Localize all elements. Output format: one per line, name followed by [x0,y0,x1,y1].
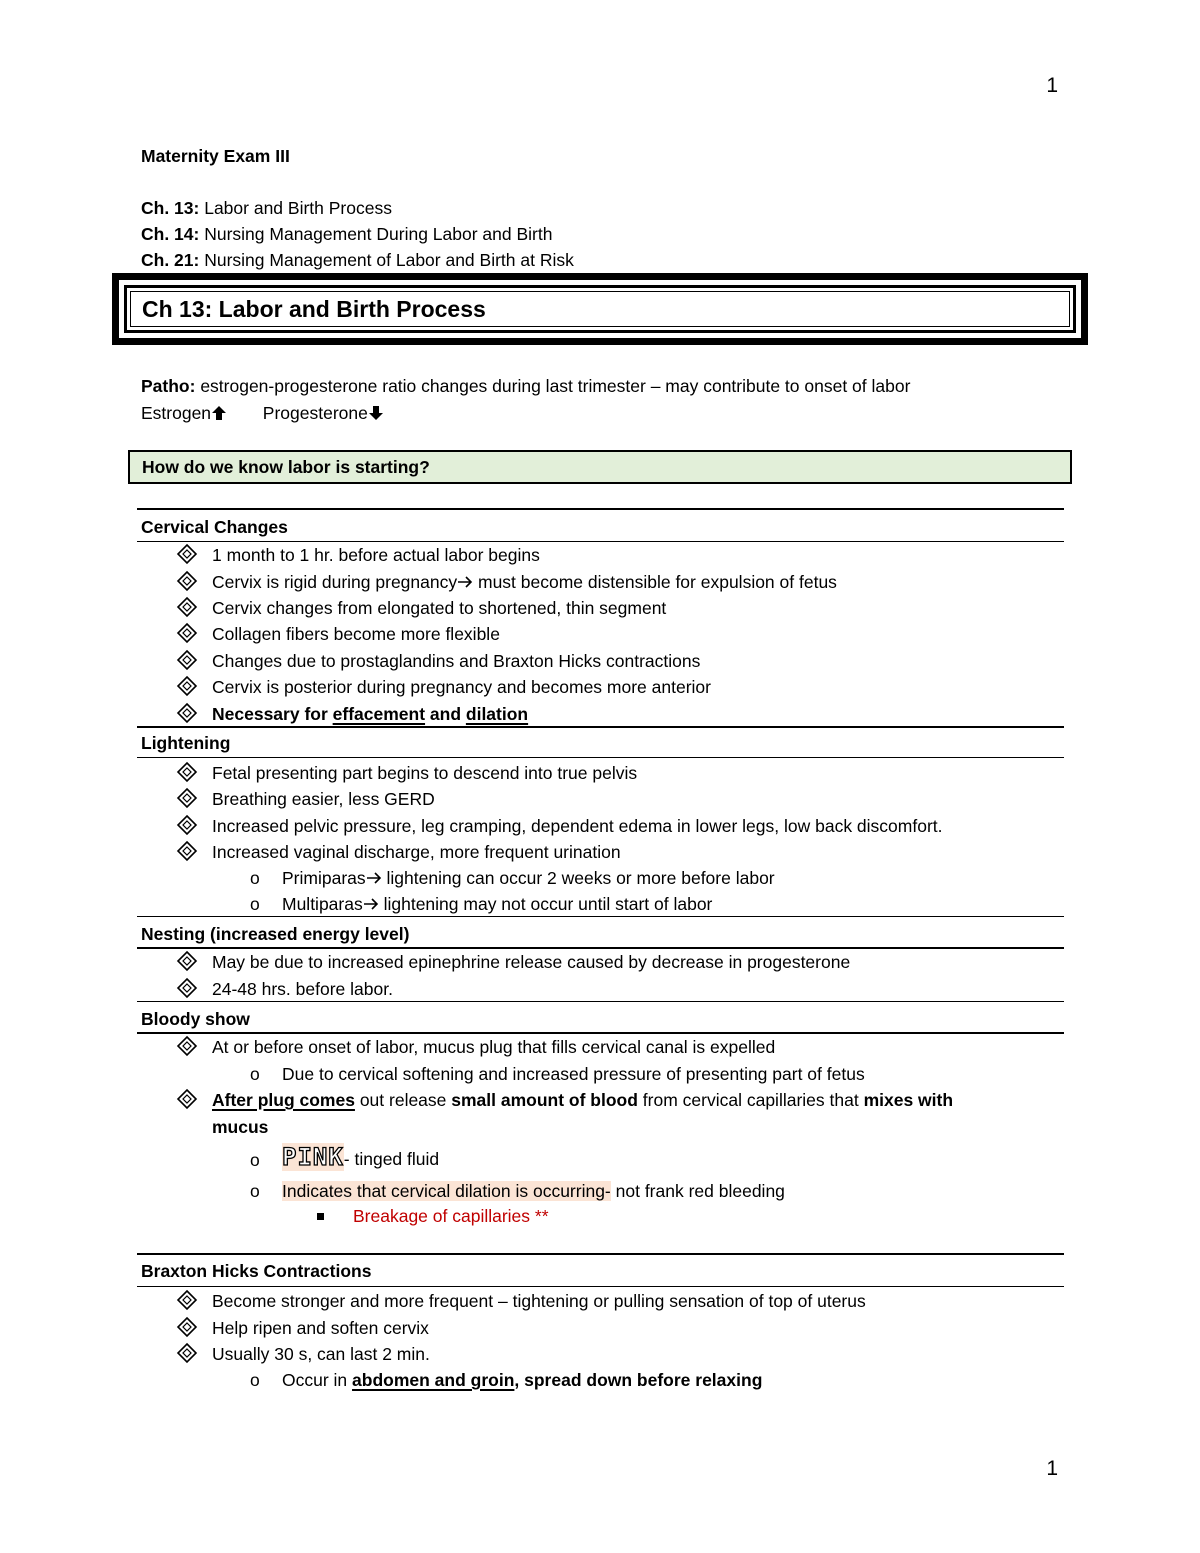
section-header-box [112,273,1088,345]
bullet-part: and [425,704,466,724]
section-header-title: Ch 13: Labor and Birth Process [142,296,486,322]
arrow-down-icon [368,405,384,421]
sub-bullet-text [282,892,712,916]
chapter-text: Nursing Management of Labor and Birth at Risk [199,250,574,270]
rule [137,508,1064,510]
bullet-text: Usually 30 s, can last 2 min. [212,1344,430,1364]
page-number-top: 1 [1046,74,1058,97]
diamond-bullet-icon [176,787,198,809]
bullet-text: May be due to increased epinephrine release caused by decrease in progesterone [212,952,851,972]
diamond-bullet-icon [176,543,198,565]
bullet-part: Cervix is rigid during pregnancy [212,572,458,592]
bullet-text: Increased vaginal discharge, more frequent urination [212,842,621,862]
chapter-label: Ch. 21: [141,250,200,270]
bullet-text: Breathing easier, less GERD [212,789,435,809]
bullet-text: 24-48 hrs. before labor. [212,979,393,999]
bullet-text: Increased pelvic pressure, leg cramping, dependent edema in lower legs, low back discomfort. [212,816,943,836]
bullet-text: At or before onset of labor, mucus plug that fills cervical canal is expelled [212,1037,776,1057]
sub-bullet-icon: o [250,894,260,914]
bullet-part: out release [354,1090,452,1110]
chapter-label: Ch. 13: [141,198,200,218]
sub-bullet-text [282,866,775,890]
sub-bullet-text [282,1140,439,1176]
sub-bullet-icon: o [250,1150,260,1170]
chapter-label: Ch. 14: [141,224,200,244]
bullet-part: small amount of blood [451,1090,638,1110]
tertiary-bullet-text: Breakage of capillaries ** [353,1206,549,1226]
bullet-text-continued: mucus [212,1117,269,1137]
bullet-part: mixes with [863,1090,954,1110]
rule [137,947,1064,949]
heading-nesting: Nesting (increased energy level) [141,924,410,944]
diamond-bullet-icon [176,840,198,862]
sub-bullet-text [282,1368,762,1392]
rule [137,541,1064,542]
rule [137,916,1064,917]
bullet-text: Collagen fibers become more flexible [212,624,500,644]
bullet-text: Cervix changes from elongated to shortened, thin segment [212,598,667,618]
diamond-bullet-icon [176,814,198,836]
right-arrow-icon [457,575,473,589]
arrow-up-icon [211,405,227,421]
sub-bullet-icon: o [250,1370,260,1390]
bullet-text: Help ripen and soften cervix [212,1318,429,1338]
sub-bullet-icon: o [250,868,260,888]
right-arrow-icon [366,871,382,885]
bullet-part: dilation [465,704,529,724]
bullet-part: abdomen and groin [352,1370,515,1390]
rule [137,726,1064,728]
heading-braxton-hicks: Braxton Hicks Contractions [141,1261,372,1281]
bullet-part: After plug comes [212,1090,355,1110]
question-text: How do we know labor is starting? [142,457,430,477]
diamond-bullet-icon [176,596,198,618]
sub-bullet-text: Due to cervical softening and increased pressure of presenting part of fetus [282,1064,865,1084]
question-box [128,450,1072,484]
bullet-part: Necessary for [212,704,333,724]
patho-label: Patho: [141,376,196,396]
document-title: Maternity Exam III [141,146,290,166]
sub-bullet-text [282,1176,785,1206]
sub-bullet-icon: o [250,1181,260,1201]
heading-bloody-show: Bloody show [141,1009,250,1029]
estrogen-label: Estrogen [141,403,212,423]
bullet-part: not frank red bleeding [610,1181,785,1201]
bullet-part: effacement [332,704,426,724]
rule [137,1286,1064,1287]
pink-word: PINK [282,1143,344,1171]
bullet-text [212,1088,953,1112]
diamond-bullet-icon [176,1289,198,1311]
chapter-line-21 [141,248,574,272]
rule [137,1001,1064,1002]
chapter-text: Nursing Management During Labor and Birth [199,224,553,244]
bullet-text: Changes due to prostaglandins and Braxton Hicks contractions [212,651,701,671]
diamond-bullet-icon [176,1088,198,1110]
sub-bullet-icon: o [250,1064,260,1084]
bullet-text: Become stronger and more frequent – tightening or pulling sensation of top of uterus [212,1291,866,1311]
bullet-text: 1 month to 1 hr. before actual labor begins [212,545,540,565]
rule [137,1253,1064,1255]
bullet-part: must become distensible for expulsion of fetus [473,572,837,592]
diamond-bullet-icon [176,622,198,644]
patho-text: estrogen-progesterone ratio changes during last trimester – may contribute to onset of labor [195,376,911,396]
bullet-text [212,702,528,726]
chapter-line-13 [141,196,392,220]
bullet-part: , spread down before relaxing [514,1370,763,1390]
diamond-bullet-icon [176,675,198,697]
bullet-text: Fetal presenting part begins to descend into true pelvis [212,763,638,783]
bullet-text [212,570,837,594]
bullet-text: Cervix is posterior during pregnancy and becomes more anterior [212,677,711,697]
rule [137,1032,1064,1034]
chapter-line-14 [141,222,552,246]
heading-cervical-changes: Cervical Changes [141,517,288,537]
diamond-bullet-icon [176,761,198,783]
highlighted-text: Indicates that cervical dilation is occurring- [282,1181,611,1201]
bullet-part: lightening may not occur until start of labor [378,894,713,914]
bullet-part: Primiparas [282,868,366,888]
heading-lightening: Lightening [141,733,231,753]
diamond-bullet-icon [176,1316,198,1338]
diamond-bullet-icon [176,570,198,592]
diamond-bullet-icon [176,649,198,671]
square-bullet-icon [317,1213,324,1220]
right-arrow-icon [363,897,379,911]
bullet-part: - tinged fluid [343,1149,440,1169]
diamond-bullet-icon [176,1342,198,1364]
bullet-part: Multiparas [282,894,363,914]
diamond-bullet-icon [176,702,198,724]
patho-line [141,374,910,398]
page-number-bottom: 1 [1046,1457,1058,1480]
bullet-part: from cervical capillaries that [637,1090,864,1110]
diamond-bullet-icon [176,1035,198,1057]
diamond-bullet-icon [176,950,198,972]
progesterone-label: Progesterone [262,403,368,423]
diamond-bullet-icon [176,977,198,999]
hormone-line [141,401,384,425]
bullet-part: lightening can occur 2 weeks or more before labor [381,868,775,888]
chapter-text: Labor and Birth Process [199,198,392,218]
bullet-part: Occur in [282,1370,353,1390]
rule [137,757,1064,758]
